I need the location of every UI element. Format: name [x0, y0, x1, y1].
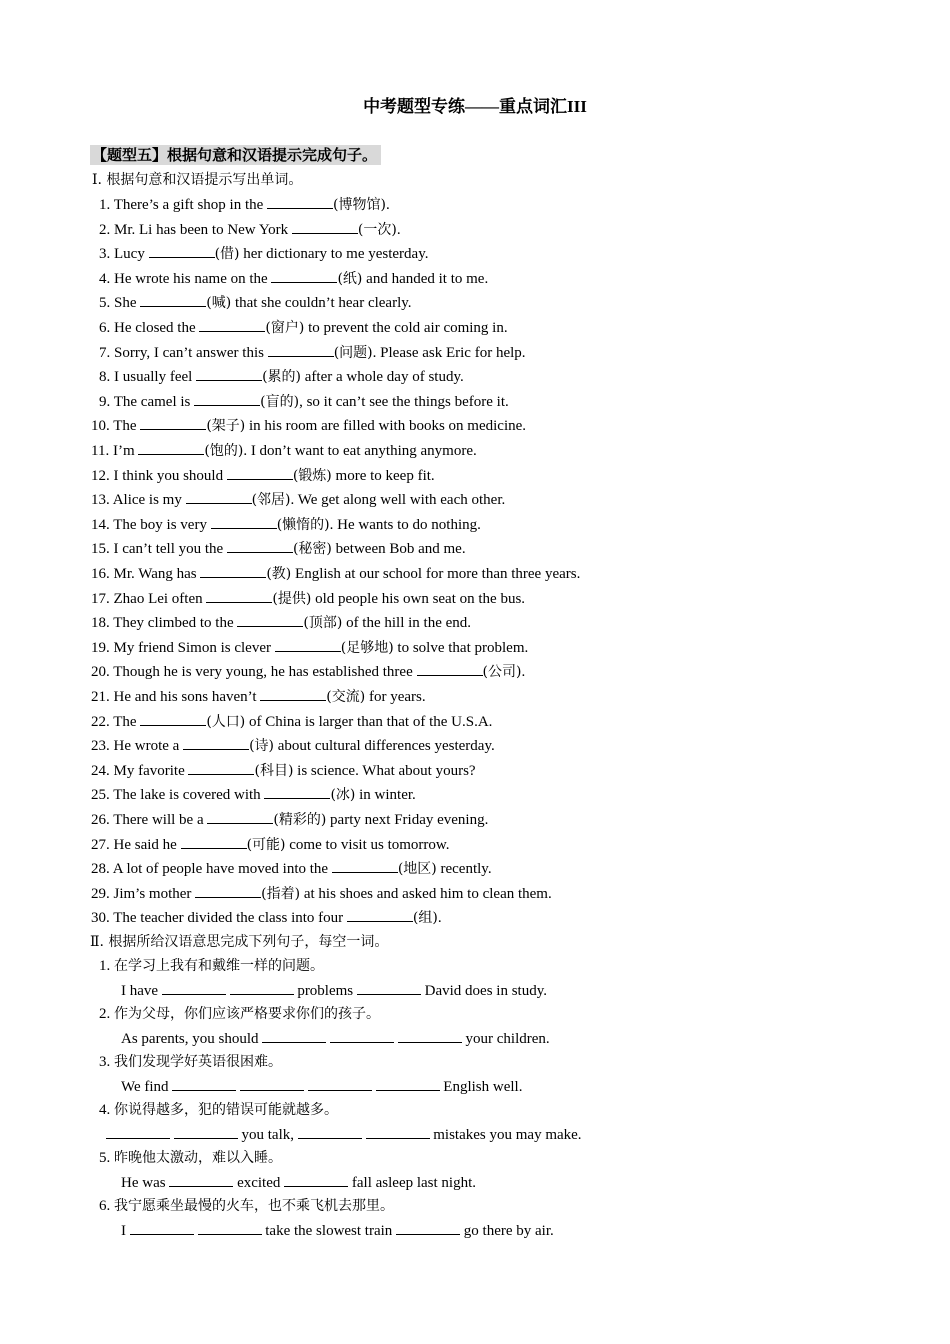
answer-blank[interactable] [183, 735, 249, 750]
sentence-fragment: English well. [439, 1079, 523, 1095]
question-text-post: recently. [436, 861, 492, 878]
answer-blank[interactable] [194, 391, 260, 406]
question-number: 2. [99, 221, 111, 238]
chinese-sentence: 在学习上我有和戴维一样的问题。 [114, 958, 324, 974]
chinese-sentence: 作为父母，你们应该严格要求你们的孩子。 [114, 1006, 380, 1022]
chinese-hint: (饱的) [204, 443, 244, 459]
question-number: 14. [91, 516, 110, 533]
answer-blank[interactable] [292, 219, 358, 234]
question-item [99, 194, 390, 215]
chinese-hint: (冰) [330, 787, 356, 804]
answer-blank[interactable] [275, 637, 341, 652]
question-text-post: . [521, 664, 526, 681]
question-number: 28. [91, 861, 110, 878]
answer-blank[interactable] [398, 1028, 462, 1043]
question-text-post: . I don’t want to eat anything anymore. [243, 443, 477, 459]
question-text-pre: They climbed to the [113, 615, 238, 632]
question-text-pre: He wrote a [113, 738, 184, 755]
answer-blank[interactable] [230, 980, 294, 995]
question-text-pre: The lake is covered with [113, 787, 265, 804]
question-text-post: . He wants to do nothing. [329, 516, 481, 533]
answer-blank[interactable] [198, 1220, 262, 1235]
chinese-hint: (组) [412, 910, 438, 927]
chinese-hint: (科目) [254, 762, 294, 779]
answer-blank[interactable] [181, 834, 247, 849]
chinese-hint: (提供) [272, 590, 312, 607]
question-text-post: to solve that problem. [393, 639, 529, 656]
answer-blank[interactable] [169, 1172, 233, 1187]
english-sentence [121, 1172, 476, 1193]
english-sentence [121, 1028, 550, 1049]
part1-heading [92, 170, 302, 190]
answer-blank[interactable] [284, 1172, 348, 1187]
translation-prompt [99, 1148, 282, 1168]
question-text-post: . We get along well with each other. [290, 492, 506, 509]
question-text-post: party next Friday evening. [326, 812, 489, 828]
answer-blank[interactable] [207, 809, 273, 824]
question-number: 8. [99, 369, 111, 386]
chinese-sentence: 你说得越多，犯的错误可能就越多。 [114, 1102, 338, 1118]
question-text-post: in winter. [355, 787, 416, 804]
question-text-post: about cultural differences yesterday. [274, 738, 495, 755]
translation-prompt [99, 1052, 282, 1072]
question-text-post: . [396, 221, 401, 238]
question-item [91, 612, 471, 633]
answer-blank[interactable] [417, 661, 483, 676]
part2-heading [90, 932, 388, 952]
question-text-pre: The camel is [113, 393, 195, 410]
question-number: 6. [99, 1198, 111, 1214]
sentence-fragment: fall asleep last night. [348, 1175, 477, 1191]
question-text-pre: The boy is very [113, 516, 211, 533]
question-item [91, 489, 505, 510]
answer-blank[interactable] [227, 538, 293, 553]
answer-blank[interactable] [106, 1124, 170, 1139]
question-number: 19. [91, 639, 110, 656]
sentence-fragment: I have [121, 983, 162, 999]
question-number: 17. [91, 590, 110, 607]
question-number: 26. [91, 812, 110, 828]
question-number: 16. [91, 566, 110, 582]
english-sentence [121, 980, 547, 1001]
question-item [91, 784, 416, 805]
chinese-hint: (窗户) [265, 320, 305, 336]
answer-blank[interactable] [347, 907, 413, 922]
answer-blank[interactable] [260, 686, 326, 701]
question-number: 25. [91, 787, 110, 804]
question-item [91, 440, 477, 461]
question-text-pre: He wrote his name on the [114, 270, 272, 287]
sentence-fragment: go there by air. [460, 1223, 554, 1239]
question-number: 9. [99, 393, 111, 410]
answer-blank[interactable] [206, 588, 272, 603]
answer-blank[interactable] [211, 514, 277, 529]
question-text-pre: Mr. Li has been to New York [114, 221, 292, 238]
question-text-pre: The [113, 713, 141, 730]
answer-blank[interactable] [140, 292, 206, 307]
chinese-hint: (地区) [397, 861, 437, 878]
question-number: 5. [99, 1150, 111, 1166]
answer-blank[interactable] [227, 465, 293, 480]
answer-blank[interactable] [196, 366, 262, 381]
question-item [99, 317, 508, 338]
chinese-hint: (诗) [249, 738, 274, 755]
question-text-post: to prevent the cold air coming in. [304, 320, 508, 336]
question-item [99, 292, 412, 313]
question-item [91, 907, 442, 928]
chinese-hint: (架子) [206, 418, 246, 435]
question-text-pre: Sorry, I can’t answer this [114, 344, 268, 361]
question-text-pre: There will be a [113, 812, 208, 828]
page-title: 中考题型专练——重点词汇III [363, 97, 587, 116]
question-item [99, 268, 488, 289]
question-item [91, 661, 525, 682]
answer-blank[interactable] [332, 858, 398, 873]
chinese-sentence: 昨晚他太激动，难以入睡。 [114, 1150, 282, 1166]
chinese-hint: (交流) [326, 689, 366, 705]
question-item [91, 637, 528, 658]
answer-blank[interactable] [188, 760, 254, 775]
answer-blank[interactable] [396, 1220, 460, 1235]
question-item [91, 465, 435, 486]
question-item [91, 538, 466, 559]
question-number: 22. [91, 713, 110, 730]
chinese-hint: (精彩的) [273, 812, 327, 828]
question-text-pre: Zhao Lei often [113, 590, 207, 607]
sentence-fragment: problems [293, 983, 357, 999]
chinese-hint: (指着) [261, 885, 301, 902]
question-item [91, 858, 492, 879]
question-item [91, 735, 495, 756]
question-text-post: . [437, 910, 442, 927]
question-text-post: is science. What about yours? [293, 762, 476, 779]
sentence-fragment: I [121, 1223, 130, 1239]
question-number: 3. [99, 1054, 111, 1070]
answer-blank[interactable] [162, 980, 226, 995]
question-item [91, 809, 488, 830]
question-number: 15. [91, 541, 110, 558]
question-number: 12. [91, 467, 110, 484]
answer-blank[interactable] [172, 1076, 236, 1091]
answer-blank[interactable] [357, 980, 421, 995]
question-text-pre: Jim’s mother [113, 885, 196, 902]
chinese-hint: (借) [214, 246, 240, 263]
chinese-hint: (可能) [246, 836, 286, 853]
question-text-post: come to visit us tomorrow. [285, 836, 450, 853]
question-number: 5. [99, 295, 111, 312]
question-text-post: and handed it to me. [362, 270, 489, 287]
question-text-pre: She [114, 295, 141, 312]
question-text-pre: Though he is very young, he has established three [113, 664, 417, 681]
question-text-post: , so it can’t see the things before it. [299, 393, 509, 410]
question-text-post: old people his own seat on the bus. [311, 590, 526, 607]
sentence-fragment: take the slowest train [261, 1223, 397, 1239]
chinese-hint: (纸) [337, 270, 363, 287]
question-item [91, 415, 526, 436]
question-item [99, 342, 526, 363]
question-number: 23. [91, 738, 110, 755]
question-item [91, 760, 476, 781]
part1-heading-text: Ⅰ. 根据句意和汉语提示写出单词。 [92, 172, 303, 188]
question-number: 3. [99, 246, 111, 263]
question-text-post: of the hill in the end. [342, 615, 472, 632]
chinese-sentence: 我们发现学好英语很困难。 [114, 1054, 282, 1070]
chinese-hint: (问题) [333, 344, 373, 361]
english-sentence [121, 1220, 554, 1241]
question-item [99, 366, 464, 387]
section-label: 【题型五】根据句意和汉语提示完成句子。 [90, 145, 381, 165]
answer-blank[interactable] [195, 883, 261, 898]
question-text-pre: He closed the [114, 320, 200, 336]
question-text-pre: I’m [112, 443, 139, 459]
translation-prompt [99, 1100, 338, 1120]
question-text-pre: I usually feel [114, 369, 197, 386]
answer-blank[interactable] [366, 1124, 430, 1139]
answer-blank[interactable] [240, 1076, 304, 1091]
answer-blank[interactable] [271, 268, 337, 283]
chinese-hint: (顶部) [303, 615, 343, 632]
answer-blank[interactable] [262, 1028, 326, 1043]
question-text-post: her dictionary to me yesterday. [239, 246, 429, 263]
question-number: 1. [99, 197, 111, 213]
chinese-hint: (一次) [357, 221, 397, 238]
question-number: 7. [99, 344, 111, 361]
sentence-fragment: David does in study. [420, 983, 547, 999]
question-item [99, 243, 428, 264]
answer-blank[interactable] [267, 194, 333, 209]
question-text-post: between Bob and me. [331, 541, 466, 558]
answer-blank[interactable] [174, 1124, 238, 1139]
answer-blank[interactable] [298, 1124, 362, 1139]
question-item [99, 391, 509, 412]
chinese-hint: (秘密) [292, 541, 332, 558]
part2-heading-text: Ⅱ. 根据所给汉语意思完成下列句子，每空一词。 [90, 934, 389, 950]
translation-prompt [99, 1196, 394, 1216]
answer-blank[interactable] [186, 489, 252, 504]
answer-blank[interactable] [237, 612, 303, 627]
question-item [91, 834, 450, 855]
question-text-post: of China is larger than that of the U.S.A. [245, 713, 493, 730]
chinese-hint: (累的) [262, 369, 301, 386]
chinese-hint: (公司) [482, 664, 522, 681]
chinese-hint: (邻居) [251, 492, 291, 509]
question-text-pre: My favorite [113, 762, 189, 779]
question-number: 18. [91, 615, 110, 632]
translation-prompt [99, 956, 324, 976]
question-text-post: more to keep fit. [331, 467, 435, 484]
answer-blank[interactable] [199, 317, 265, 332]
answer-blank[interactable] [268, 342, 334, 357]
question-text-post: in his room are filled with books on medicine. [245, 418, 527, 435]
question-item [91, 883, 552, 904]
question-text-pre: There’s a gift shop in the [113, 197, 268, 213]
question-text-post: after a whole day of study. [301, 369, 464, 386]
question-text-post: . [385, 197, 390, 213]
english-sentence [106, 1124, 582, 1145]
question-number: 2. [99, 1006, 111, 1022]
sentence-fragment: excited [233, 1175, 285, 1191]
question-number: 10. [91, 418, 110, 435]
answer-blank[interactable] [330, 1028, 394, 1043]
sentence-fragment: He was [121, 1175, 170, 1191]
translation-prompt [99, 1004, 380, 1024]
english-sentence [121, 1076, 522, 1097]
question-number: 13. [91, 492, 110, 509]
answer-blank[interactable] [149, 243, 215, 258]
answer-blank[interactable] [264, 784, 330, 799]
question-text-pre: I can’t tell you the [113, 541, 227, 558]
question-text-pre: I think you should [113, 467, 227, 484]
question-item [91, 711, 492, 732]
answer-blank[interactable] [138, 440, 204, 455]
question-number: 4. [99, 1102, 111, 1118]
question-text-post: at his shoes and asked him to clean them. [300, 885, 552, 902]
sentence-fragment: We find [121, 1079, 173, 1095]
question-item [91, 588, 525, 609]
chinese-hint: (懒惰的) [276, 516, 330, 533]
sentence-fragment: your children. [461, 1031, 550, 1047]
question-text-pre: He said he [113, 836, 181, 853]
question-number: 30. [91, 910, 110, 927]
chinese-hint: (喊) [206, 295, 232, 312]
chinese-hint: (教) [266, 566, 292, 582]
sentence-fragment: mistakes you may make. [429, 1127, 582, 1143]
sentence-fragment: As parents, you should [121, 1031, 263, 1047]
question-number: 1. [99, 958, 111, 974]
question-number: 27. [91, 836, 110, 853]
question-text-pre: Mr. Wang has [113, 566, 201, 582]
answer-blank[interactable] [140, 711, 206, 726]
question-number: 6. [99, 320, 111, 336]
question-text-post: . Please ask Eric for help. [372, 344, 526, 361]
question-text-post: that she couldn’t hear clearly. [231, 295, 412, 312]
question-number: 21. [91, 689, 110, 705]
question-item [91, 514, 481, 535]
question-item [99, 219, 401, 240]
question-text-pre: A lot of people have moved into the [112, 861, 332, 878]
answer-blank[interactable] [130, 1220, 194, 1235]
question-number: 29. [91, 885, 110, 902]
answer-blank[interactable] [376, 1076, 440, 1091]
question-text-post: for years. [365, 689, 426, 705]
question-text-pre: The teacher divided the class into four [113, 910, 347, 927]
question-text-pre: Alice is my [112, 492, 186, 509]
chinese-sentence: 我宁愿乘坐最慢的火车，也不乘飞机去那里。 [114, 1198, 394, 1214]
chinese-hint: (人口) [206, 713, 246, 730]
question-number: 4. [99, 270, 111, 287]
question-item [91, 563, 580, 584]
question-text-pre: He and his sons haven’t [113, 689, 261, 705]
question-item [91, 686, 426, 707]
answer-blank[interactable] [200, 563, 266, 578]
chinese-hint: (盲的) [260, 393, 300, 410]
chinese-hint: (足够地) [340, 639, 394, 656]
question-text-pre: The [113, 418, 141, 435]
sentence-fragment: you talk, [237, 1127, 298, 1143]
question-text-post: English at our school for more than three years. [291, 566, 581, 582]
question-text-pre: Lucy [114, 246, 149, 263]
answer-blank[interactable] [308, 1076, 372, 1091]
question-number: 24. [91, 762, 110, 779]
question-text-pre: My friend Simon is clever [113, 639, 275, 656]
chinese-hint: (锻炼) [292, 467, 332, 484]
answer-blank[interactable] [140, 415, 206, 430]
question-number: 11. [91, 443, 110, 459]
chinese-hint: (博物馆) [333, 197, 386, 213]
question-number: 20. [91, 664, 110, 681]
